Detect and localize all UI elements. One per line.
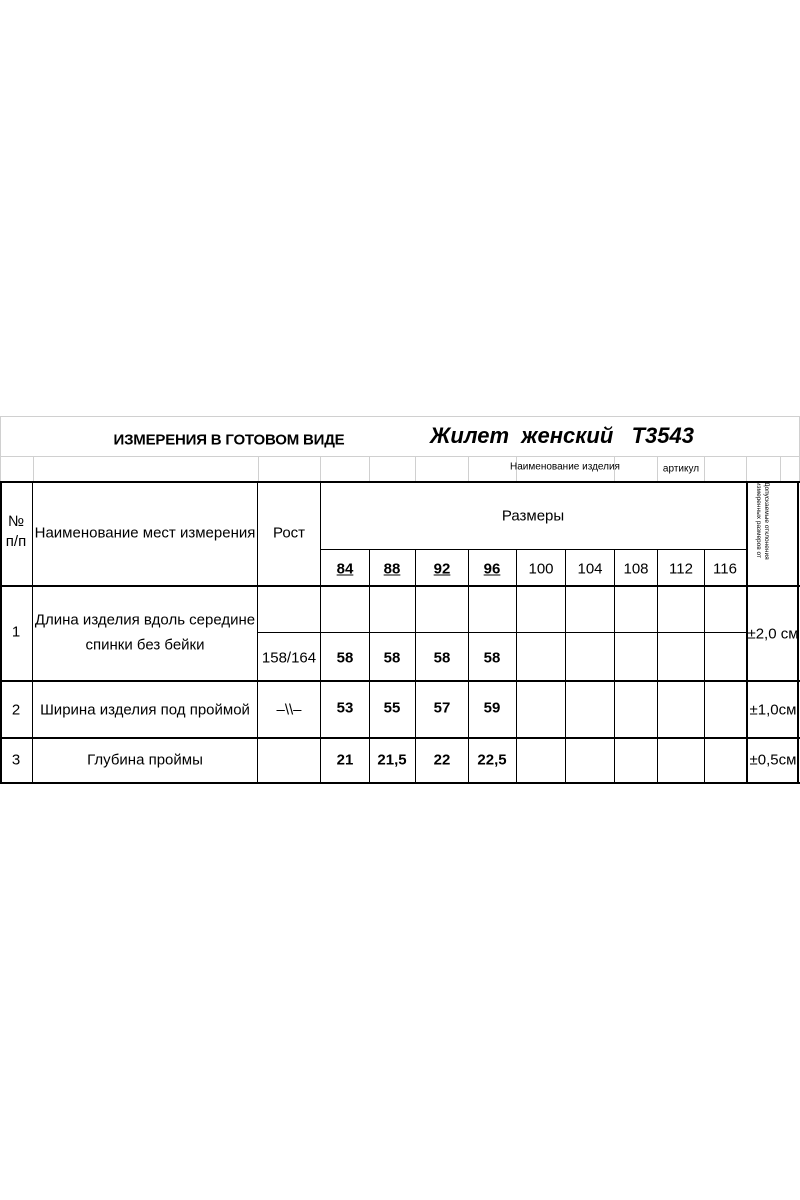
row-3-value-84: 21 — [336, 751, 354, 769]
row-1-value-88: 58 — [383, 649, 401, 667]
size-88: 88 — [383, 560, 401, 578]
row-3-tolerance: ±0,5см — [749, 751, 797, 769]
size-84: 84 — [336, 560, 354, 578]
size-112: 112 — [669, 560, 693, 578]
row-1-height: 158/164 — [261, 649, 317, 667]
row-3-value-96: 22,5 — [477, 751, 507, 769]
table-border — [0, 585, 800, 587]
grid-line — [468, 456, 469, 482]
table-border — [614, 549, 615, 784]
grid-line — [657, 456, 658, 482]
row-1-name-line1: Длина изделия вдоль середине — [34, 611, 256, 629]
row-2-value-96: 59 — [483, 699, 501, 717]
row-3-value-88: 21,5 — [377, 751, 407, 769]
table-border — [320, 549, 746, 550]
product-name-label: Наименование изделия — [510, 461, 620, 473]
grid-line — [780, 456, 781, 482]
row-2-value-88: 55 — [383, 699, 401, 717]
row-1-name-line2: спинки без бейки — [85, 636, 205, 654]
grid-line — [0, 416, 800, 417]
table-border — [468, 549, 469, 784]
row-2-value-84: 53 — [336, 699, 354, 717]
table-border — [516, 549, 517, 784]
row-3-name: Глубина проймы — [87, 751, 203, 769]
column-header-name: Наименование мест измерения — [34, 524, 256, 542]
grid-line — [369, 456, 370, 482]
table-border — [565, 549, 566, 784]
row-1-tolerance: ±2,0 см — [747, 625, 799, 643]
table-border — [704, 549, 705, 784]
row-2-tolerance: ±1,0см — [749, 701, 797, 719]
measurements-title: ИЗМЕРЕНИЯ В ГОТОВОМ ВИДЕ — [113, 431, 345, 449]
row-1-number: 1 — [11, 623, 21, 641]
grid-line — [33, 456, 34, 482]
table-border — [657, 549, 658, 784]
grid-line — [258, 456, 259, 482]
grid-line — [0, 416, 1, 482]
table-border — [32, 481, 33, 784]
product-title: Жилет женский Т3543 — [430, 423, 694, 448]
row-2-value-92: 57 — [433, 699, 451, 717]
row-2-name: Ширина изделия под проймой — [40, 701, 250, 719]
size-96: 96 — [483, 560, 501, 578]
column-header-tolerance: Допускаемые отклонения измеренных размеров от — [755, 482, 770, 560]
size-100: 100 — [528, 560, 554, 578]
row-3-value-92: 22 — [433, 751, 451, 769]
article-label: артикул — [662, 463, 700, 475]
row-1-value-92: 58 — [433, 649, 451, 667]
table-border — [0, 737, 800, 739]
size-108: 108 — [623, 560, 649, 578]
grid-line — [415, 456, 416, 482]
row-1-value-96: 58 — [483, 649, 501, 667]
table-border — [369, 549, 370, 784]
grid-line — [320, 456, 321, 482]
table-border — [0, 680, 800, 682]
column-header-number: № п/п — [5, 513, 27, 550]
size-92: 92 — [433, 560, 451, 578]
column-header-height: Рост — [272, 524, 306, 542]
grid-line — [704, 456, 705, 482]
row-1-value-84: 58 — [336, 649, 354, 667]
size-104: 104 — [577, 560, 603, 578]
row-2-height: –\\– — [276, 701, 302, 719]
table-border — [0, 481, 2, 784]
table-border — [0, 481, 800, 483]
table-border — [258, 632, 746, 633]
column-header-sizes: Размеры — [501, 507, 565, 525]
row-3-number: 3 — [11, 751, 21, 769]
table-border — [0, 782, 800, 784]
table-border — [320, 481, 321, 784]
table-border — [257, 481, 258, 784]
size-116: 116 — [713, 560, 737, 578]
grid-line — [0, 456, 800, 457]
grid-line — [746, 456, 747, 482]
table-border — [415, 549, 416, 784]
row-2-number: 2 — [11, 701, 21, 719]
